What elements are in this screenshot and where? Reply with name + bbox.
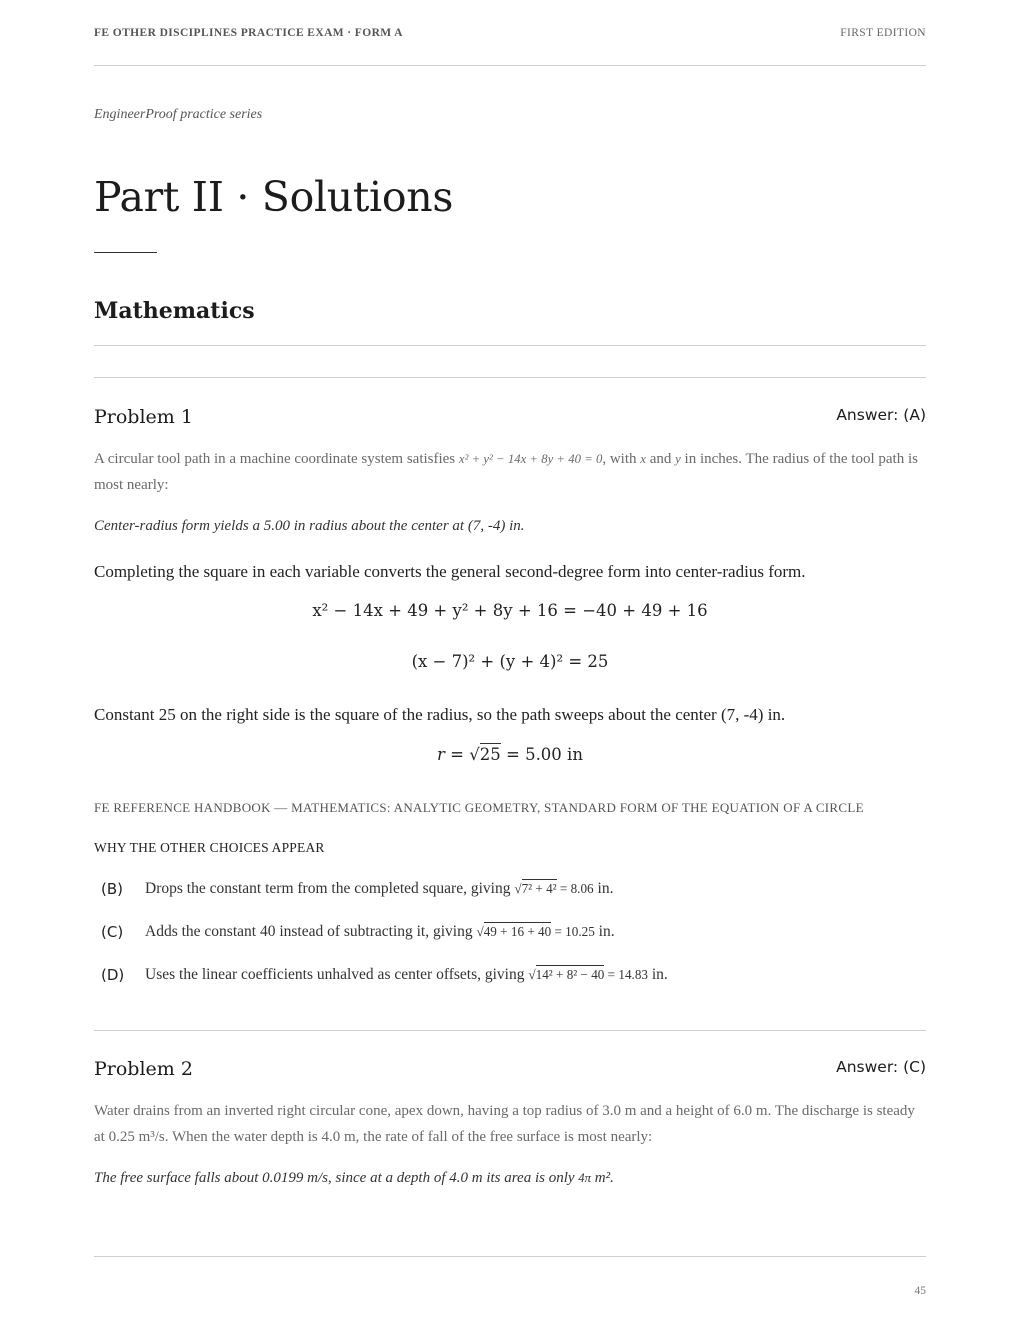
choice-letter: (C): [101, 923, 124, 941]
header-divider: [94, 65, 926, 66]
problem2-summary: The free surface falls about 0.0199 m/s, since at a depth of 4.0 m its area is only 4π m².: [94, 1170, 614, 1186]
footer-divider: [94, 1256, 926, 1257]
section-title: Mathematics: [94, 298, 255, 324]
problem1-answer: Answer: (A): [836, 406, 926, 424]
part-title: Part II · Solutions: [94, 173, 454, 221]
problem2-answer: Answer: (C): [836, 1058, 926, 1076]
choice-text: Adds the constant 40 instead of subtracting it, giving √49 + 16 + 40 = 10.25 in.: [145, 923, 615, 940]
equation-radius: r = √25 = 5.00 in: [437, 745, 583, 764]
header-title: FE OTHER DISCIPLINES PRACTICE EXAM · FORM A: [94, 27, 403, 39]
problem1-summary: Center-radius form yields a 5.00 in radius about the center at (7, -4) in.: [94, 518, 525, 534]
series-label: EngineerProof practice series: [94, 107, 263, 122]
problem1-explanation-1: Completing the square in each variable converts the general second-degree form into center-radius form.: [94, 562, 806, 581]
title-underline: [94, 252, 157, 253]
problem1-stem: A circular tool path in a machine coordinate system satisfies x² + y² − 14x + 8y + 40 = 0, with x and y in inches. The radius of the tool path is most nearly:: [94, 451, 918, 493]
problem2-stem: Water drains from an inverted right circular cone, apex down, having a top radius of 3.0 m and a height of 6.0 m. The discharge is steady at 0.25 m³/s. When the water depth is 4.0 m, the rate of fall of the free surface is most nearly:: [94, 1103, 915, 1145]
handbook-reference: FE REFERENCE HANDBOOK — MATHEMATICS: ANALYTIC GEOMETRY, STANDARD FORM OF THE EQUATION OF A CIRCLE: [94, 800, 864, 815]
page-number: 45: [914, 1285, 926, 1297]
problem1-divider: [94, 377, 926, 378]
equation-center-radius: (x − 7)² + (y + 4)² = 25: [411, 652, 609, 671]
choice-text: Uses the linear coefficients unhalved as center offsets, giving √14² + 8² − 40 = 14.83 in.: [145, 966, 668, 983]
choice-text: Drops the constant term from the completed square, giving √7² + 4² = 8.06 in.: [145, 880, 614, 897]
problem1-stem-equation: x² + y² − 14x + 8y + 40 = 0: [458, 452, 603, 466]
choice-letter: (B): [101, 880, 123, 898]
problem1-title: Problem 1: [94, 406, 193, 428]
header-edition: FIRST EDITION: [840, 27, 926, 39]
problem2-divider: [94, 1030, 926, 1031]
choice-letter: (D): [101, 966, 125, 984]
equation-completed-square: x² − 14x + 49 + y² + 8y + 16 = −40 + 49 + 16: [312, 601, 708, 620]
problem2-title: Problem 2: [94, 1058, 193, 1080]
other-choices-heading: WHY THE OTHER CHOICES APPEAR: [94, 840, 325, 855]
section-divider: [94, 345, 926, 346]
page: [94, 0, 926, 1320]
problem1-explanation-2: Constant 25 on the right side is the square of the radius, so the path sweeps about the center (7, -4) in.: [94, 705, 786, 724]
